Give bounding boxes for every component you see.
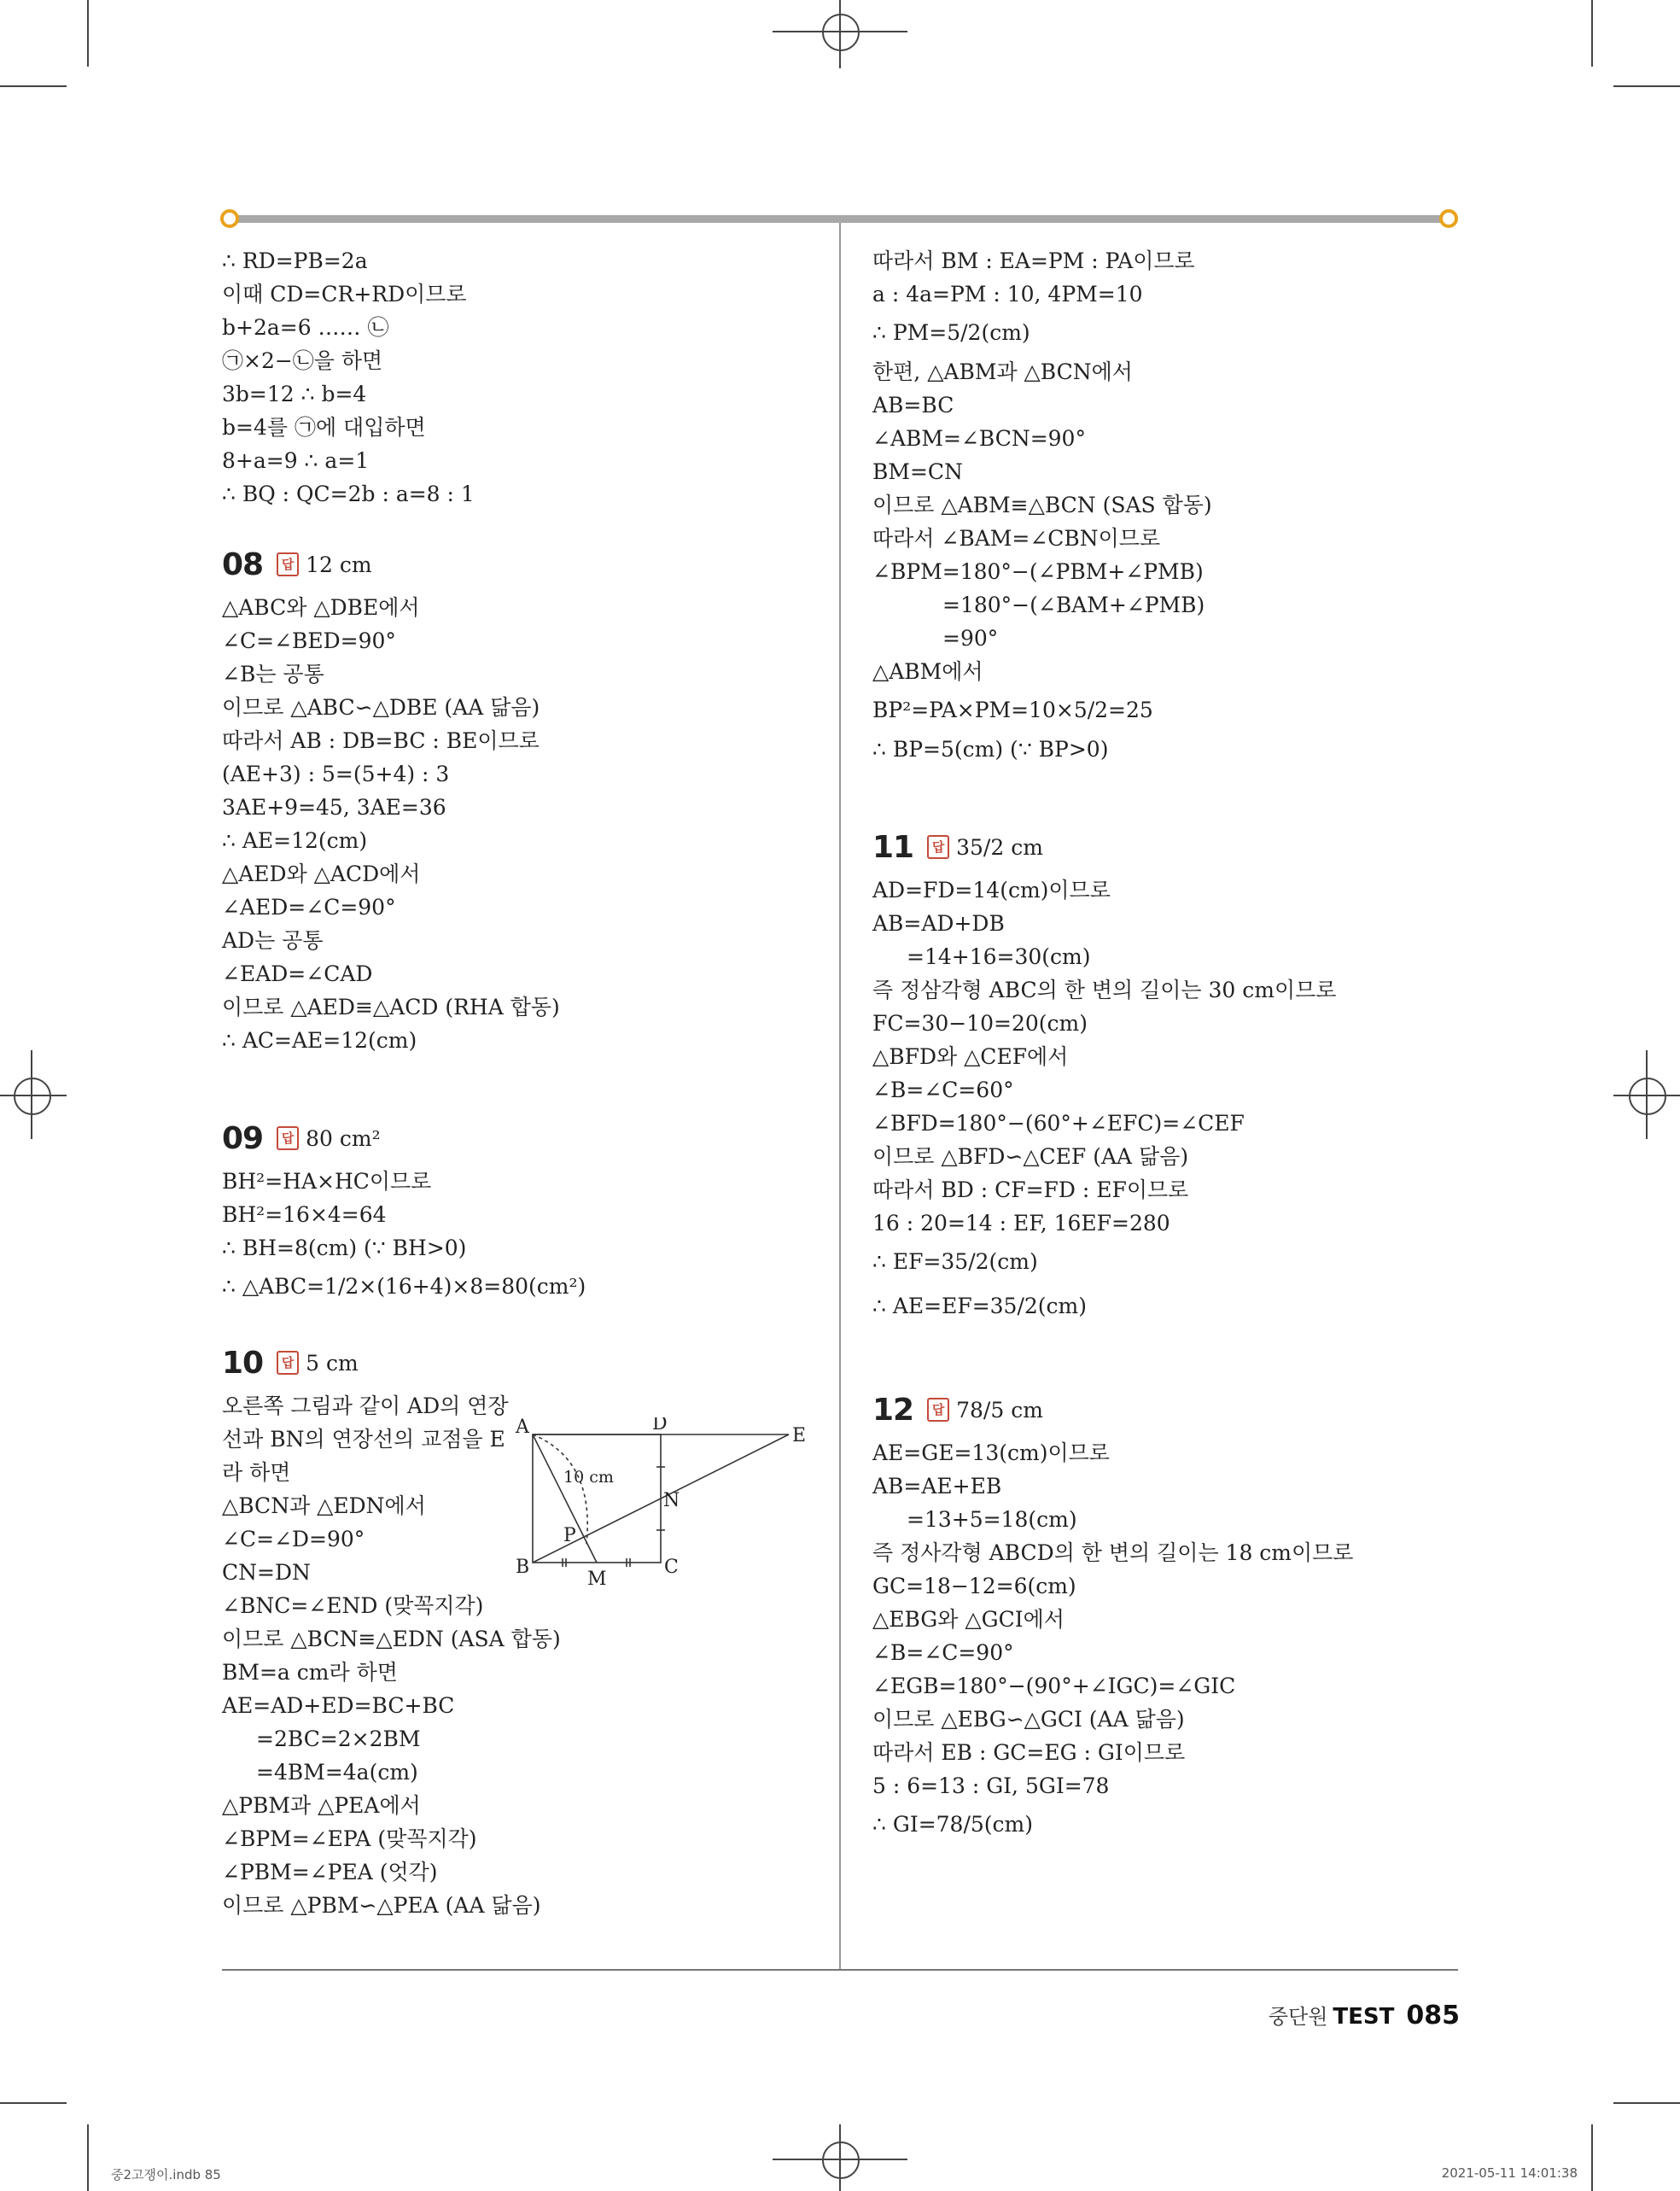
solution-line: ∠B=∠C=60° xyxy=(872,1078,1014,1102)
crop-mark xyxy=(1613,85,1680,87)
solution-line: b+2a=6 …… ㉡ xyxy=(222,315,389,340)
solution-line: △EBG와 △GCI에서 xyxy=(872,1607,1065,1632)
rule-end-dot xyxy=(220,209,239,228)
answer-value: 80 cm² xyxy=(306,1125,381,1151)
solution-line: ∠EGB=180°−(90°+∠IGC)=∠GIC xyxy=(872,1674,1236,1698)
label-n: N xyxy=(663,1490,680,1511)
solution-line: a : 4a=PM : 10, 4PM=10 xyxy=(872,282,1143,307)
label-e: E xyxy=(792,1425,807,1446)
solution-line: 이므로 △PBM∽△PEA (AA 닮음) xyxy=(222,1893,541,1918)
solution-line: 16 : 20=14 : EF, 16EF=280 xyxy=(872,1211,1170,1236)
solution-line: 라 하면 xyxy=(222,1460,291,1485)
label-c: C xyxy=(664,1557,679,1578)
bottom-rule xyxy=(222,1969,1458,1971)
solution-line: 따라서 EB : GC=EG : GI이므로 xyxy=(872,1740,1186,1765)
footer-test: TEST xyxy=(1333,2004,1395,2030)
solution-line: ∠B는 공통 xyxy=(222,662,324,687)
solution-line: ∴ PM=5/2(cm) xyxy=(872,320,1030,345)
rule-end-dot xyxy=(1439,209,1458,228)
question-header xyxy=(222,1336,811,1389)
question-number: 12 xyxy=(872,1392,914,1428)
label-d: D xyxy=(652,1417,668,1434)
answer-value: 5 cm xyxy=(306,1350,359,1376)
right-column xyxy=(872,244,1461,1847)
solution-line: AE=AD+ED=BC+BC xyxy=(222,1693,455,1718)
solution-line: 3b=12 ∴ b=4 xyxy=(222,382,367,406)
solution-line: ∴ RD=PB=2a xyxy=(222,248,368,273)
solution-line: CN=DN xyxy=(222,1560,311,1585)
solution-line: ∴ BQ : QC=2b : a=8 : 1 xyxy=(222,482,475,506)
solution-line: ∴ AE=EF=35/2(cm) xyxy=(872,1294,1088,1318)
solution-line: ∠BFD=180°−(60°+∠EFC)=∠CEF xyxy=(872,1111,1245,1136)
spacer xyxy=(222,511,811,538)
crop-mark xyxy=(0,2102,67,2104)
solution-line: GC=18−12=6(cm) xyxy=(872,1574,1076,1598)
question-number: 10 xyxy=(222,1345,264,1381)
solution-line: 5 : 6=13 : GI, 5GI=78 xyxy=(872,1773,1110,1798)
solution-line: BM=a cm라 하면 xyxy=(222,1660,398,1685)
spacer xyxy=(872,766,1461,821)
solution-line: =4BM=4a(cm) xyxy=(256,1760,418,1785)
solution-line: ∠BPM=∠EPA (맞꼭지각) xyxy=(222,1826,477,1851)
square-figure xyxy=(514,1417,821,1588)
column-divider xyxy=(839,223,841,1969)
square-abcd xyxy=(533,1434,661,1563)
solution-line: ∴ △ABC=1/2×(16+4)×8=80(cm²) xyxy=(222,1274,586,1299)
solution-line: 따라서 BD : CF=FD : EF이므로 xyxy=(872,1177,1189,1202)
solution-line: AD=FD=14(cm)이므로 xyxy=(872,878,1111,903)
crop-mark xyxy=(1591,0,1593,67)
solution-line: =180°−(∠BAM+∠PMB) xyxy=(942,593,1205,617)
solution-line: 이므로 △BFD∽△CEF (AA 닮음) xyxy=(872,1144,1189,1169)
solution-line: ∠ABM=∠BCN=90° xyxy=(872,426,1086,451)
solution-line: AB=AD+DB xyxy=(872,911,1005,936)
question-11 xyxy=(872,821,1461,1329)
solution-line: ∠BNC=∠END (맞꼭지각) xyxy=(222,1593,484,1618)
solution-line: FC=30−10=20(cm) xyxy=(872,1011,1088,1036)
solution-line: ∠AED=∠C=90° xyxy=(222,895,396,920)
solution-line: ∴ BH=8(cm) (∵ BH>0) xyxy=(222,1236,467,1260)
label-a: A xyxy=(516,1417,529,1438)
solution-line: BH²=16×4=64 xyxy=(222,1202,387,1227)
solution-line: 따라서 BM : EA=PM : PA이므로 xyxy=(872,248,1195,273)
registration-line xyxy=(1646,1050,1648,1139)
solution-line: 오른쪽 그림과 같이 AD의 연장 xyxy=(222,1393,509,1418)
solution-line: ∴ EF=35/2(cm) xyxy=(872,1249,1038,1274)
solution-line: b=4를 ㉠에 대입하면 xyxy=(222,415,426,440)
solution-line: 즉 정삼각형 ABC의 한 변의 길이는 30 cm이므로 xyxy=(872,978,1337,1002)
figure-svg xyxy=(514,1417,821,1588)
spacer xyxy=(222,1057,811,1112)
question-08 xyxy=(222,538,811,1057)
answer-value: 78/5 cm xyxy=(956,1397,1043,1423)
solution-line: 선과 BN의 연장선의 교점을 E xyxy=(222,1427,505,1452)
answer-mark: 답 xyxy=(277,1126,299,1150)
solution-line: 따라서 AB : DB=BC : BE이므로 xyxy=(222,728,540,753)
label-b: B xyxy=(516,1557,530,1578)
solution-line: =2BC=2×2BM xyxy=(256,1727,421,1751)
solution-line: AE=GE=13(cm)이므로 xyxy=(872,1440,1110,1465)
answer-mark: 답 xyxy=(277,1351,299,1375)
solution-line: 이므로 △BCN≡△EDN (ASA 합동) xyxy=(222,1627,561,1651)
solution-line: BM=CN xyxy=(872,459,963,484)
solution-line: 즉 정사각형 ABCD의 한 변의 길이는 18 cm이므로 xyxy=(872,1540,1354,1565)
label-p: P xyxy=(563,1525,576,1546)
registration-mark xyxy=(1629,1078,1666,1115)
spacer xyxy=(872,1329,1461,1383)
spacer xyxy=(222,1309,811,1336)
solution-line: ∠BPM=180°−(∠PBM+∠PMB) xyxy=(872,559,1204,584)
solution-line: 8+a=9 ∴ a=1 xyxy=(222,448,370,473)
solution-line: ∠C=∠D=90° xyxy=(222,1527,365,1551)
question-header xyxy=(222,538,811,591)
solution-line: △ABC와 △DBE에서 xyxy=(222,595,420,620)
question-number: 08 xyxy=(222,546,264,582)
label-m: M xyxy=(587,1569,607,1588)
solution-line: 3AE+9=45, 3AE=36 xyxy=(222,795,446,820)
question-12 xyxy=(872,1383,1461,1847)
print-slug-timestamp: 2021-05-11 14:01:38 xyxy=(1441,2165,1578,2181)
solution-line: =13+5=18(cm) xyxy=(907,1507,1077,1532)
length-label: 10 cm xyxy=(563,1468,614,1487)
question-number: 09 xyxy=(222,1120,264,1156)
crop-mark xyxy=(1613,2102,1680,2104)
solution-line: ㉠×2−㉡을 하면 xyxy=(222,348,383,373)
page-number: 085 xyxy=(1406,2001,1460,2030)
solution-line: 이므로 △ABM≡△BCN (SAS 합동) xyxy=(872,493,1212,517)
solution-line: ∠EAD=∠CAD xyxy=(222,961,373,986)
solution-line: ∠C=∠BED=90° xyxy=(222,628,396,653)
registration-line xyxy=(839,0,841,68)
solution-line: △BFD와 △CEF에서 xyxy=(872,1044,1069,1069)
solution-line: =90° xyxy=(942,626,999,651)
solution-line: BP²=PA×PM=10×5/2=25 xyxy=(872,698,1153,722)
solution-line: 한편, △ABM과 △BCN에서 xyxy=(872,359,1133,384)
solution-line: AB=BC xyxy=(872,393,954,418)
footer-section: 중단원 xyxy=(1268,2005,1328,2029)
question-09 xyxy=(222,1112,811,1309)
solution-line: (AE+3) : 5=(5+4) : 3 xyxy=(222,762,450,786)
q10-solution-continued xyxy=(872,244,1461,766)
registration-mark xyxy=(14,1078,51,1115)
print-slug-file: 중2고쟁이.indb 85 xyxy=(111,2167,221,2182)
question-header xyxy=(872,821,1461,873)
registration-line xyxy=(839,2124,841,2191)
answer-value: 35/2 cm xyxy=(956,834,1043,860)
solution-line: ∴ AE=12(cm) xyxy=(222,828,368,853)
solution-line: △PBM과 △PEA에서 xyxy=(222,1793,421,1818)
solution-line: BH²=HA×HC이므로 xyxy=(222,1169,432,1194)
solution-line: =14+16=30(cm) xyxy=(907,944,1091,969)
answer-mark: 답 xyxy=(927,1398,949,1422)
registration-line xyxy=(0,1095,67,1096)
solution-line: AB=AE+EB xyxy=(872,1474,1002,1499)
solution-line: △BCN과 △EDN에서 xyxy=(222,1493,426,1518)
top-rule xyxy=(222,215,1450,223)
solution-line: 이므로 △EBG∽△GCI (AA 닮음) xyxy=(872,1707,1185,1732)
solution-line: 이므로 △AED≡△ACD (RHA 합동) xyxy=(222,995,560,1020)
solution-line: 이므로 △ABC∽△DBE (AA 닮음) xyxy=(222,695,540,720)
answer-mark: 답 xyxy=(927,835,949,859)
question-header xyxy=(222,1112,811,1165)
solution-line: ∠PBM=∠PEA (엇각) xyxy=(222,1860,438,1884)
answer-mark: 답 xyxy=(277,552,299,576)
solution-line: AD는 공통 xyxy=(222,928,324,953)
registration-mark xyxy=(822,2141,860,2179)
solution-line: △AED와 △ACD에서 xyxy=(222,862,421,886)
solution-line: 이때 CD=CR+RD이므로 xyxy=(222,282,467,307)
page-footer xyxy=(1269,2000,1460,2030)
solution-line: ∴ AC=AE=12(cm) xyxy=(222,1028,417,1053)
left-column xyxy=(222,244,811,1922)
answer-value: 12 cm xyxy=(306,552,372,577)
solution-line: ∴ GI=78/5(cm) xyxy=(872,1812,1034,1837)
crop-mark xyxy=(87,2124,89,2191)
question-number: 11 xyxy=(872,829,914,865)
registration-line xyxy=(31,1050,32,1139)
question-header xyxy=(872,1383,1461,1436)
registration-mark xyxy=(822,14,860,51)
solution-line: ∠B=∠C=90° xyxy=(872,1640,1014,1665)
solution-line: ∴ BP=5(cm) (∵ BP>0) xyxy=(872,737,1109,762)
solution-continued xyxy=(222,244,811,511)
crop-mark xyxy=(1591,2124,1593,2191)
crop-mark xyxy=(0,85,67,87)
solution-line: △ABM에서 xyxy=(872,659,983,684)
crop-mark xyxy=(87,0,89,67)
solution-line: 따라서 ∠BAM=∠CBN이므로 xyxy=(872,526,1161,551)
